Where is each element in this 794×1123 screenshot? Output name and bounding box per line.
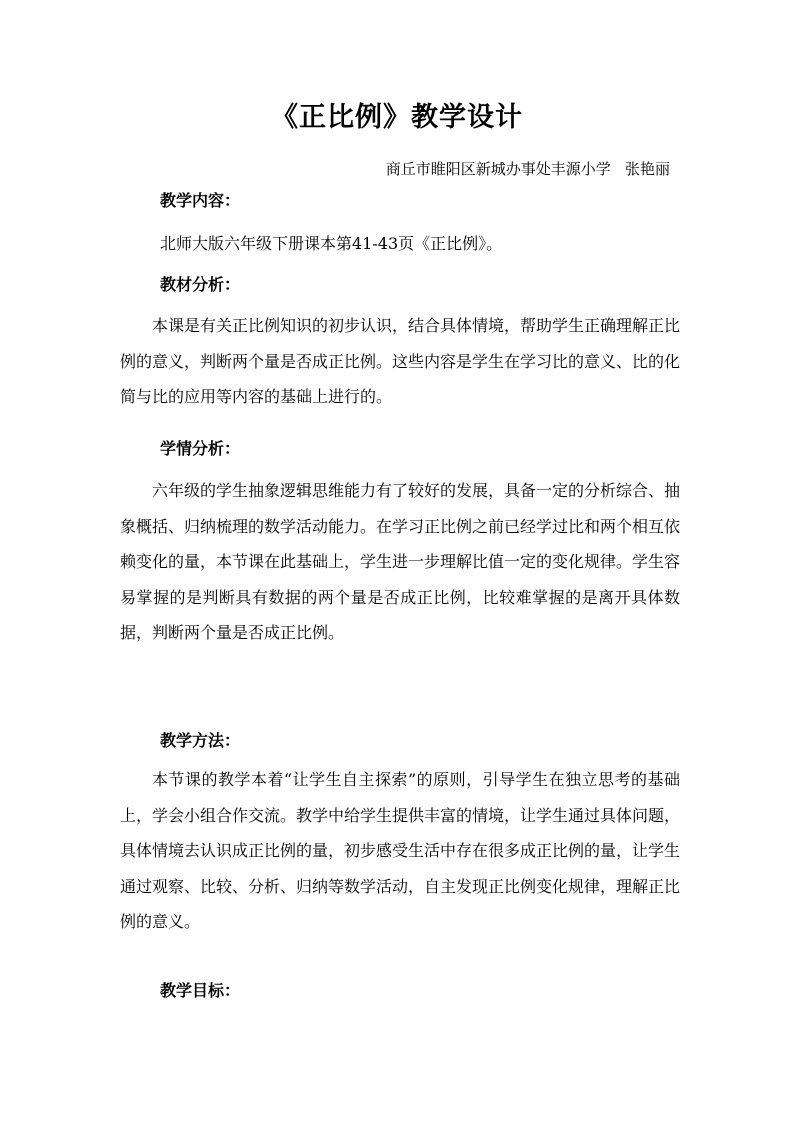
heading-teaching-content: 教学内容： — [160, 191, 241, 210]
material-analysis-text: 本课是有关正比例知识的初步认识，结合具体情境，帮助学生正确理解正比例的意义，判断两个量是否成正比例。这些内容是学生在学习比的意义、比的化简与比的应用等内容的基础上进行的。 — [120, 316, 681, 406]
teaching-content-text: 北师大版六年级下册课本第41-43页《正比例》。 — [160, 234, 503, 253]
document-title: 《正比例》教学设计 — [271, 102, 523, 133]
learner-analysis-text: 六年级的学生抽象逻辑思维能力有了较好的发展，具备一定的分析综合、抽象概括、归纳梳理的数学活动能力。在学习正比例之前已经学过比和两个相互依赖变化的量，本节课在此基础上，学生进一步理解比值一定的变化规律。学生容易掌握的是判断具有数据的两个量是否成正比例，比较难掌握的是离开具体数据，判断两个量是否成正比例。 — [120, 481, 681, 642]
heading-material-analysis: 教材分析： — [160, 275, 241, 294]
teaching-method-text: 本节课的教学本着“让学生自主探索”的原则，引导学生在独立思考的基础上，学会小组合作交流。教学中给学生提供丰富的情境，让学生通过具体问题，具体情境去认识成正比例的量，初步感受生活中存在很多成正比例的量，让学生通过观察、比较、分析、归纳等数学活动，自主发现正比例变化规律，理解正比例的意义。 — [120, 770, 681, 931]
author-line: 商丘市睢阳区新城办事处丰源小学 张艳丽 — [385, 160, 670, 178]
heading-teaching-method: 教学方法： — [160, 731, 241, 750]
heading-learner-analysis: 学情分析： — [160, 439, 241, 458]
heading-teaching-goals: 教学目标： — [160, 981, 241, 1000]
